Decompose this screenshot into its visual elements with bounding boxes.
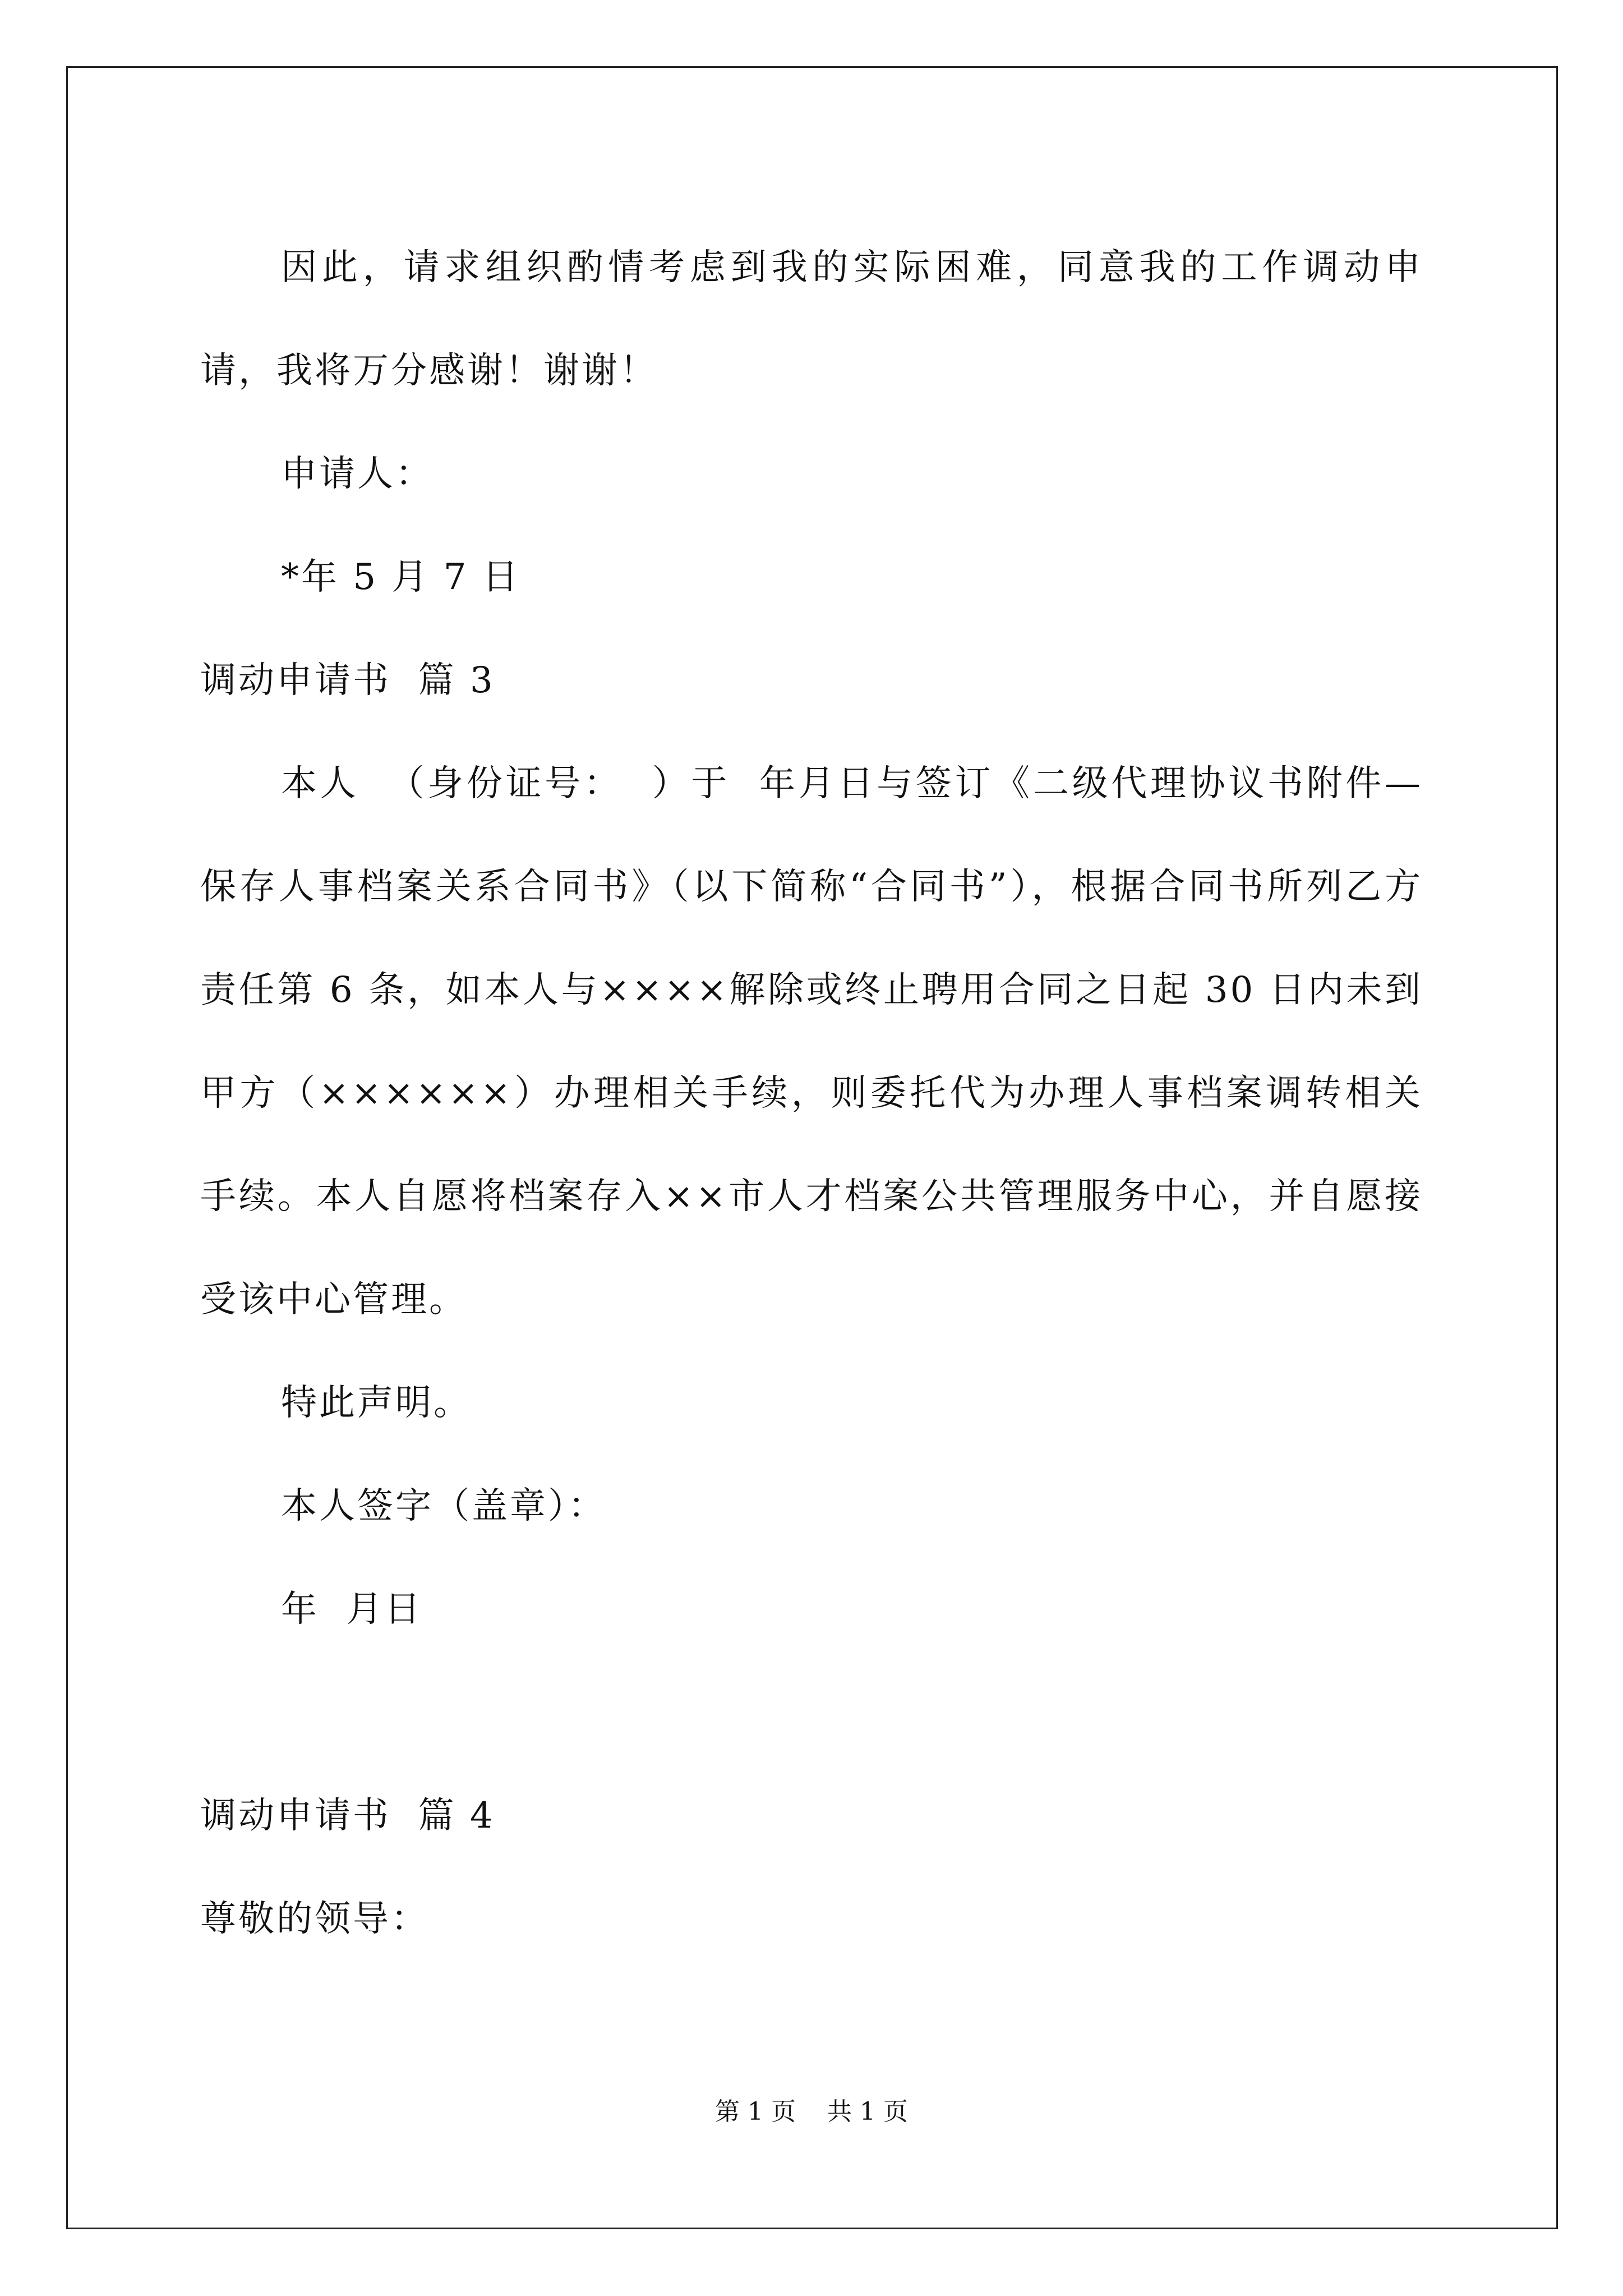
salutation: 尊敬的领导： — [200, 1898, 429, 1940]
section-heading-4: 调动申请书 篇 4 — [200, 1795, 495, 1837]
date-line: *年 5 月 7 日 — [281, 556, 520, 598]
paragraph-request-conclusion: 因此，请求组织酌情考虑到我的实际困难，同意我的工作调动申请，我将万分感谢！谢谢！ — [200, 247, 1423, 392]
applicant-line: 申请人： — [281, 453, 434, 495]
document-body — [200, 216, 1423, 1971]
blank-line — [200, 1661, 1423, 1764]
section-heading-3: 调动申请书 篇 3 — [200, 660, 495, 701]
signature-date-line: 年 月日 — [281, 1589, 423, 1630]
statement-line: 特此声明。 — [281, 1382, 472, 1424]
paragraph-declaration: 本人 （身份证号： ）于 年月日与签订《二级代理协议书附件—保存人事档案关系合同书》（以下简称“合同书”），根据合同书所列乙方责任第 6 条，如本人与××××解除或终止聘用合同之日起 30 日内未到甲方（××××××）办理相关手续，则委托代为办理人事档案调转相关手续。本人自愿将档案存入××市人才档案公共管理服务中心，并自愿接受该中心管理。 — [200, 763, 1423, 1320]
signature-line: 本人签字（盖章）： — [281, 1485, 606, 1527]
page-footer: 第 1 页 共 1 页 — [715, 2097, 908, 2126]
